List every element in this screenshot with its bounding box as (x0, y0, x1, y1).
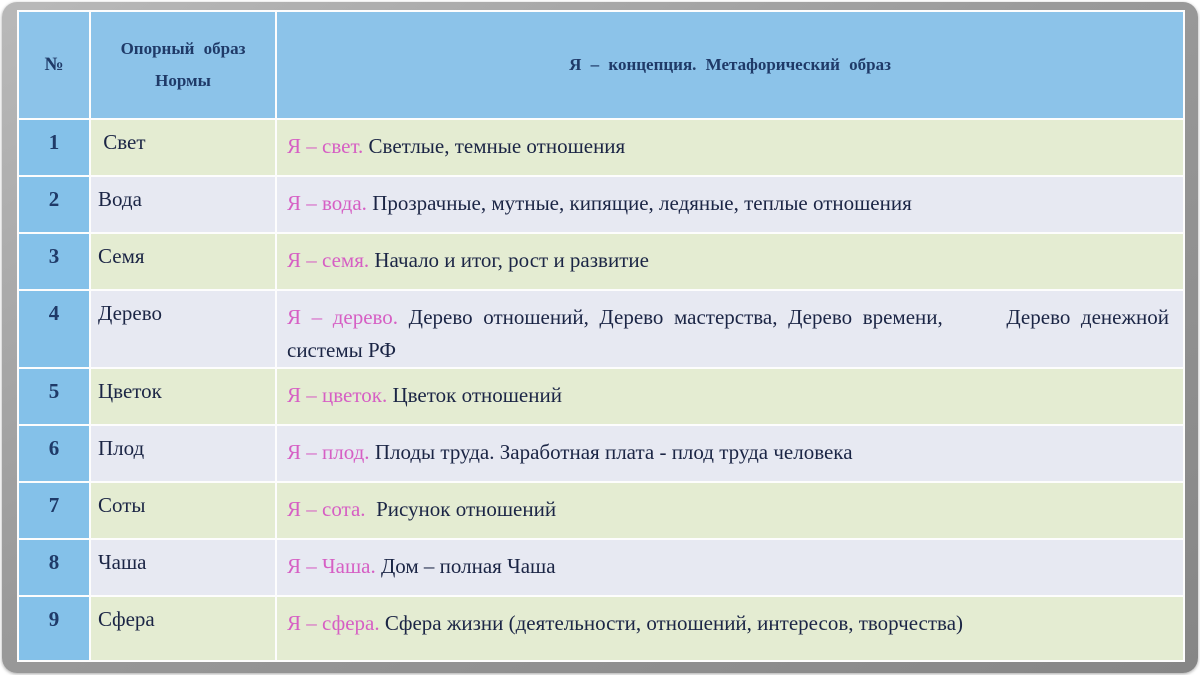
concept-text: Прозрачные, мутные, кипящие, ледяные, теплые отношения (366, 191, 912, 215)
table-row (19, 426, 1183, 481)
table-row (19, 234, 1183, 289)
table-body (19, 120, 1183, 660)
concept-text: Дерево отношений, Дерево мастерства, Дерево времени, Дерево денежной системы РФ (287, 305, 1175, 362)
concept-prefix: Я – сота. (287, 497, 366, 521)
concept-text: Светлые, темные отношения (363, 134, 626, 158)
concept-text: Плоды труда. Заработная плата - плод труда человека (369, 440, 853, 464)
row-base-image: Вода (91, 177, 275, 232)
table-row (19, 483, 1183, 538)
concept-prefix: Я – дерево. (287, 305, 399, 329)
row-concept (277, 291, 1183, 367)
concept-prefix: Я – Чаша. (287, 554, 376, 578)
table-container (17, 10, 1185, 662)
row-concept (277, 177, 1183, 232)
row-base-image: Семя (91, 234, 275, 289)
row-base-image: Чаша (91, 540, 275, 595)
row-concept (277, 369, 1183, 424)
header-base-image: Опорный образ Нормы (91, 12, 275, 118)
row-concept (277, 483, 1183, 538)
header-row (19, 12, 1183, 118)
row-number: 2 (19, 177, 89, 232)
concept-text: Рисунок отношений (365, 497, 557, 521)
row-number: 9 (19, 597, 89, 660)
table-row (19, 177, 1183, 232)
table-row (19, 540, 1183, 595)
table-row (19, 291, 1183, 367)
row-concept (277, 120, 1183, 175)
row-number: 1 (19, 120, 89, 175)
row-base-image: Соты (91, 483, 275, 538)
header-number: № (19, 12, 89, 118)
row-number: 6 (19, 426, 89, 481)
concept-text: Начало и итог, рост и развитие (369, 248, 649, 272)
row-number: 4 (19, 291, 89, 367)
concept-prefix: Я – свет. (287, 134, 364, 158)
concept-text: Сфера жизни (деятельности, отношений, интересов, творчества) (379, 611, 964, 635)
row-base-image: Плод (91, 426, 275, 481)
table-row (19, 120, 1183, 175)
table-row (19, 369, 1183, 424)
row-base-image: Цветок (91, 369, 275, 424)
row-number: 7 (19, 483, 89, 538)
row-number: 8 (19, 540, 89, 595)
row-concept (277, 234, 1183, 289)
row-concept (277, 426, 1183, 481)
row-concept (277, 597, 1183, 660)
concept-prefix: Я – плод. (287, 440, 370, 464)
concept-prefix: Я – цветок. (287, 383, 388, 407)
header-self-concept: Я – концепция. Метафорический образ (277, 12, 1183, 118)
row-base-image: Сфера (91, 597, 275, 660)
concept-text: Дом – полная Чаша (375, 554, 556, 578)
concept-prefix: Я – семя. (287, 248, 370, 272)
concept-prefix: Я – вода. (287, 191, 367, 215)
concept-text: Цветок отношений (387, 383, 562, 407)
row-base-image: Свет (91, 120, 275, 175)
table-header (19, 12, 1183, 118)
row-base-image: Дерево (91, 291, 275, 367)
row-number: 5 (19, 369, 89, 424)
concept-prefix: Я – сфера. (287, 611, 380, 635)
table-row (19, 597, 1183, 660)
concepts-table (17, 10, 1185, 662)
row-concept (277, 540, 1183, 595)
row-number: 3 (19, 234, 89, 289)
